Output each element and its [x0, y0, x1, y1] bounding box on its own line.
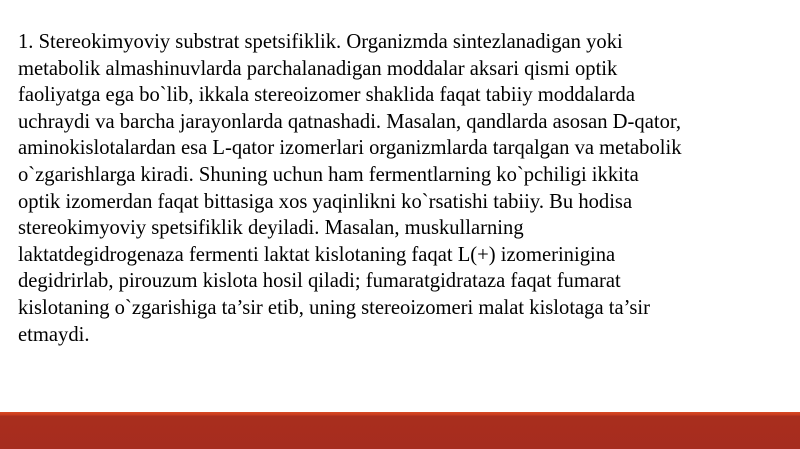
- body-line-5: aminokislotalardan esa L-qator izomerlari organizmlarda tarqalgan va metabolik: [18, 137, 682, 160]
- body-line-7: optik izomerdan faqat bittasiga xos yaqinlikni ko`rsatishi tabiiy. Bu hodisa: [18, 190, 633, 213]
- body-line-12: etmaydi.: [18, 323, 90, 346]
- body-line-2: metabolik almashinuvlarda parchalanadigan moddalar aksari qismi optik: [18, 57, 618, 80]
- footer-accent-bar: [0, 412, 800, 449]
- body-line-1: 1. Stereokimyoviy substrat spetsifiklik. Organizmda sintezlanadigan yoki: [18, 31, 623, 53]
- body-line-10: degidrirlab, pirouzum kislota hosil qiladi; fumaratgidrataza faqat fumarat: [18, 270, 621, 293]
- body-line-3: faoliyatga ega bo`lib, ikkala stereoizomer shaklida faqat tabiiy moddalarda: [18, 84, 635, 107]
- body-line-4: uchraydi va barcha jarayonlarda qatnashadi. Masalan, qandlarda asosan D-qator,: [18, 110, 682, 133]
- body-paragraph: [18, 29, 788, 348]
- body-line-9: laktatdegidrogenaza fermenti laktat kislotaning faqat L(+) izomerinigina: [18, 243, 616, 266]
- body-line-8: stereokimyoviy spetsifiklik deyiladi. Masalan, muskullarning: [18, 217, 524, 240]
- body-line-11: kislotaning o`zgarishiga ta’sir etib, uning stereoizomeri malat kislotaga ta’sir: [18, 296, 650, 319]
- body-line-6: o`zgarishlarga kiradi. Shuning uchun ham fermentlarning ko`pchiligi ikkita: [18, 163, 639, 186]
